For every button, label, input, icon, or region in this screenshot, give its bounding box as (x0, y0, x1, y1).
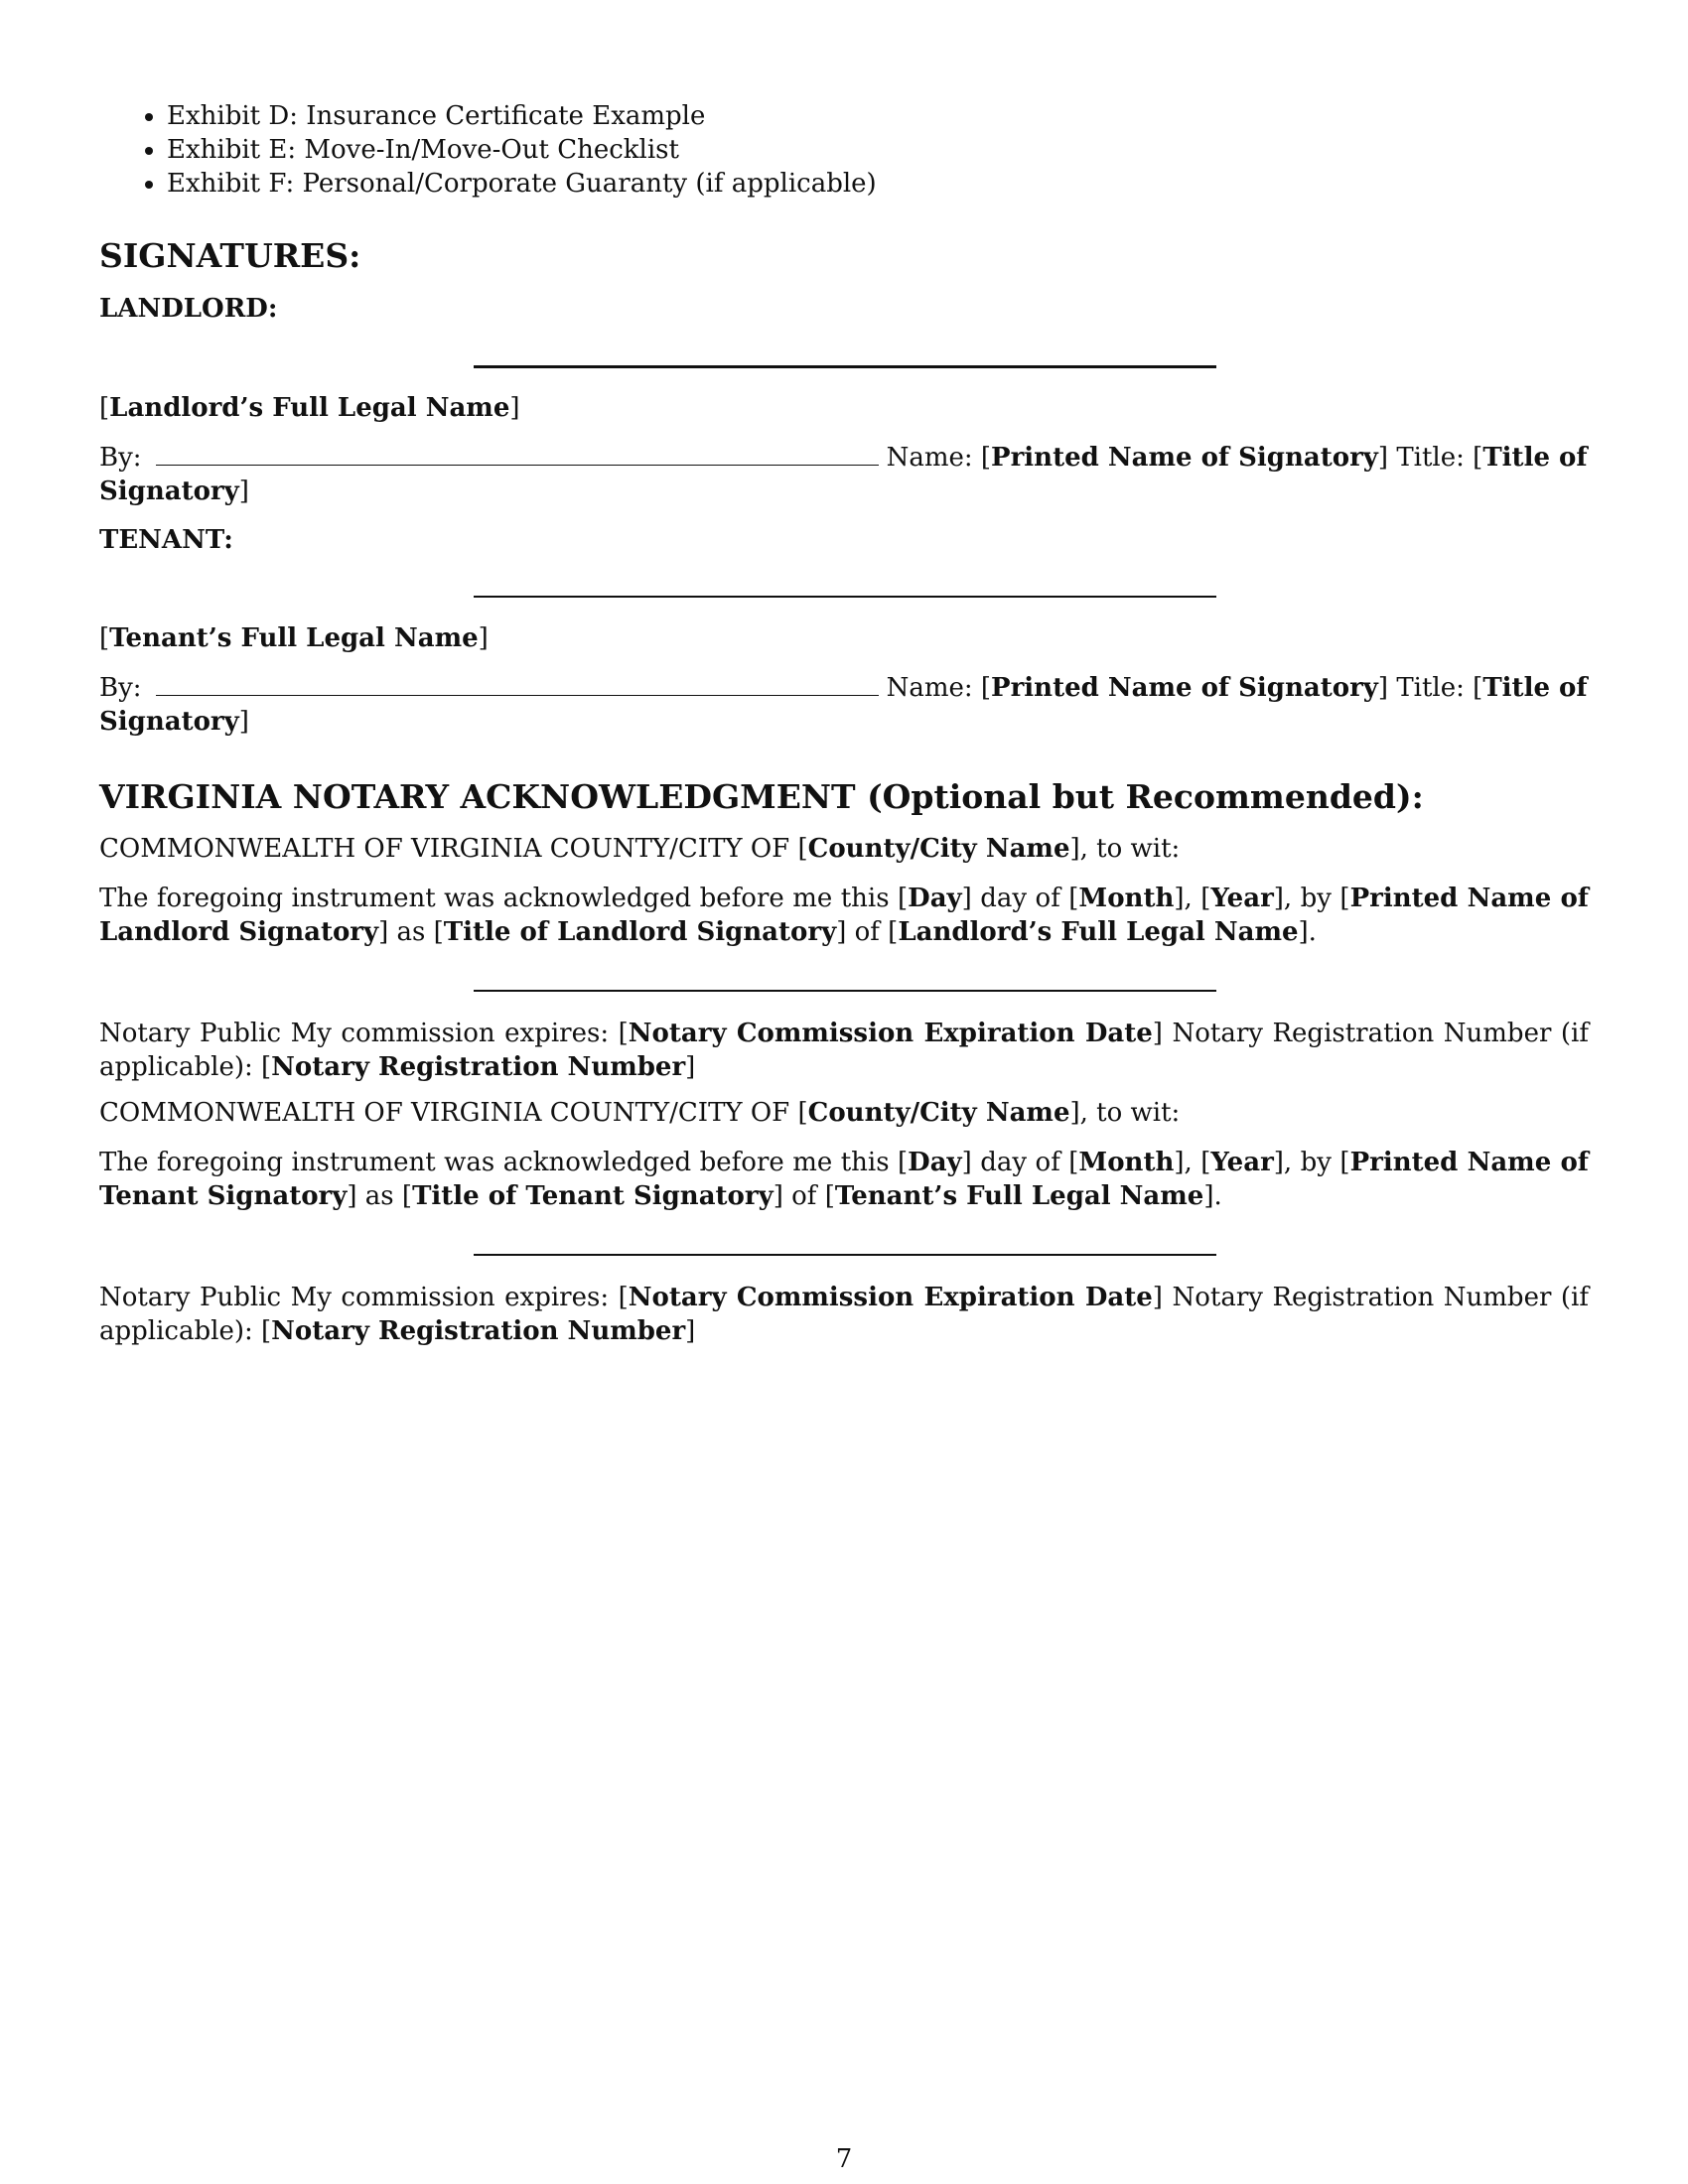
notary-acknowledgment-tenant: The foregoing instrument was acknowledged before me this [Day] day of [Month], [Year], by [Printed Name of Tenant Signatory] as [Title of Tenant Signatory] of [Tenant’s Full Legal Name]. (99, 1148, 1589, 1211)
tenant-title-label: Title: (1396, 673, 1465, 703)
expiration-field: Notary Commission Expiration Date (628, 1019, 1153, 1048)
list-item: • Exhibit F: Personal/Corporate Guaranty (if applicable) (167, 167, 877, 201)
tenant-label: TENANT: (99, 525, 233, 555)
landlord-title-label: Title: (1396, 443, 1465, 473)
notary-acknowledgment-landlord: The foregoing instrument was acknowledged before me this [Day] day of [Month], [Year], by [Printed Name of Landlord Signatory] as [Title of Landlord Signatory] of [Landlord’s Full Legal Name]. (99, 884, 1589, 947)
county-field: County/City Name (807, 834, 1070, 864)
tenant-by-label: By: (99, 673, 142, 703)
party-field: Landlord’s Full Legal Name (898, 917, 1299, 947)
registration-prefix: Notary Registration Number (if applicable): (99, 1019, 1589, 1082)
landlord-legal-name: [Landlord’s Full Legal Name] (99, 393, 520, 423)
tenant-signature-line[interactable] (474, 596, 1216, 598)
landlord-by-line[interactable] (156, 441, 879, 466)
notary-public-tenant: Notary Public My commission expires: [Notary Commission Expiration Date] Notary Registration Number (if applicable): [Notary Registration Number] (99, 1283, 1589, 1346)
registration-field: Notary Registration Number (271, 1052, 686, 1082)
signatory-title-field: Title of Tenant Signatory (412, 1181, 774, 1211)
list-item: • Exhibit E: Move-In/Move-Out Checklist (167, 133, 877, 167)
registration-prefix: Notary Registration Number (if applicable): (99, 1283, 1589, 1346)
of-text: of (846, 917, 889, 947)
expiration-field: Notary Commission Expiration Date (628, 1283, 1153, 1312)
venue-prefix: COMMONWEALTH OF VIRGINIA COUNTY/CITY OF (99, 1098, 798, 1128)
notary-signature-line-tenant[interactable] (474, 1254, 1216, 1256)
ack-prefix: The foregoing instrument was acknowledged before me this (99, 1148, 898, 1177)
landlord-label: LANDLORD: (99, 294, 278, 324)
notary-signature-line-landlord[interactable] (474, 990, 1216, 992)
tenant-by-row: By: Name: [Printed Name of Signatory] Title: [Title of Signatory] (99, 673, 1588, 737)
landlord-title-value: Title of Signatory (99, 443, 1588, 506)
month-field: Month (1078, 884, 1175, 913)
ack-prefix: The foregoing instrument was acknowledged before me this (99, 884, 898, 913)
year-field: Year (1210, 1148, 1274, 1177)
of-text: of (782, 1181, 825, 1211)
landlord-name-label: Name: (886, 443, 973, 473)
county-field: County/City Name (807, 1098, 1070, 1128)
notary-heading: VIRGINIA NOTARY ACKNOWLEDGMENT (Optional but Recommended): (99, 777, 1424, 816)
venue-suffix: , to wit: (1079, 834, 1181, 864)
day-of-text: day of (971, 1148, 1069, 1177)
venue-suffix: , to wit: (1079, 1098, 1181, 1128)
tenant-legal-name-value: Tenant’s Full Legal Name (109, 623, 479, 653)
exhibit-list (99, 99, 877, 201)
signatory-field: Printed Name of Landlord Signatory (99, 884, 1589, 947)
day-of-text: day of (971, 884, 1069, 913)
list-item: • Exhibit D: Insurance Certificate Example (167, 99, 877, 133)
landlord-legal-name-value: Landlord’s Full Legal Name (109, 393, 510, 423)
signatory-field: Printed Name of Tenant Signatory (99, 1148, 1589, 1211)
party-field: Tenant’s Full Legal Name (834, 1181, 1204, 1211)
landlord-printed-name: Printed Name of Signatory (991, 443, 1378, 473)
registration-field: Notary Registration Number (271, 1316, 686, 1346)
landlord-signature-line[interactable] (474, 365, 1216, 368)
page-number: 7 (835, 2144, 853, 2174)
notary-venue-landlord: COMMONWEALTH OF VIRGINIA COUNTY/CITY OF [County/City Name], to wit: (99, 834, 1181, 864)
by-text: , by (1283, 884, 1340, 913)
notary-venue-tenant: COMMONWEALTH OF VIRGINIA COUNTY/CITY OF [County/City Name], to wit: (99, 1098, 1181, 1128)
day-field: Day (908, 884, 962, 913)
landlord-by-row: By: Name: [Printed Name of Signatory] Title: [Title of Signatory] (99, 443, 1588, 506)
public-prefix: Notary Public My commission expires: (99, 1283, 619, 1312)
tenant-name-label: Name: (886, 673, 973, 703)
signatory-title-field: Title of Landlord Signatory (443, 917, 837, 947)
tenant-printed-name: Printed Name of Signatory (991, 673, 1378, 703)
year-field: Year (1210, 884, 1274, 913)
as-text: as (388, 917, 434, 947)
public-prefix: Notary Public My commission expires: (99, 1019, 619, 1048)
as-text: as (356, 1181, 402, 1211)
notary-public-landlord: Notary Public My commission expires: [Notary Commission Expiration Date] Notary Registration Number (if applicable): [Notary Registration Number] (99, 1019, 1589, 1082)
signatures-heading: SIGNATURES: (99, 236, 361, 275)
tenant-by-line[interactable] (156, 671, 879, 696)
landlord-by-label: By: (99, 443, 142, 473)
tenant-title-value: Title of Signatory (99, 673, 1588, 737)
venue-prefix: COMMONWEALTH OF VIRGINIA COUNTY/CITY OF (99, 834, 798, 864)
month-field: Month (1078, 1148, 1175, 1177)
day-field: Day (908, 1148, 962, 1177)
tenant-legal-name: [Tenant’s Full Legal Name] (99, 623, 489, 653)
by-text: , by (1283, 1148, 1340, 1177)
